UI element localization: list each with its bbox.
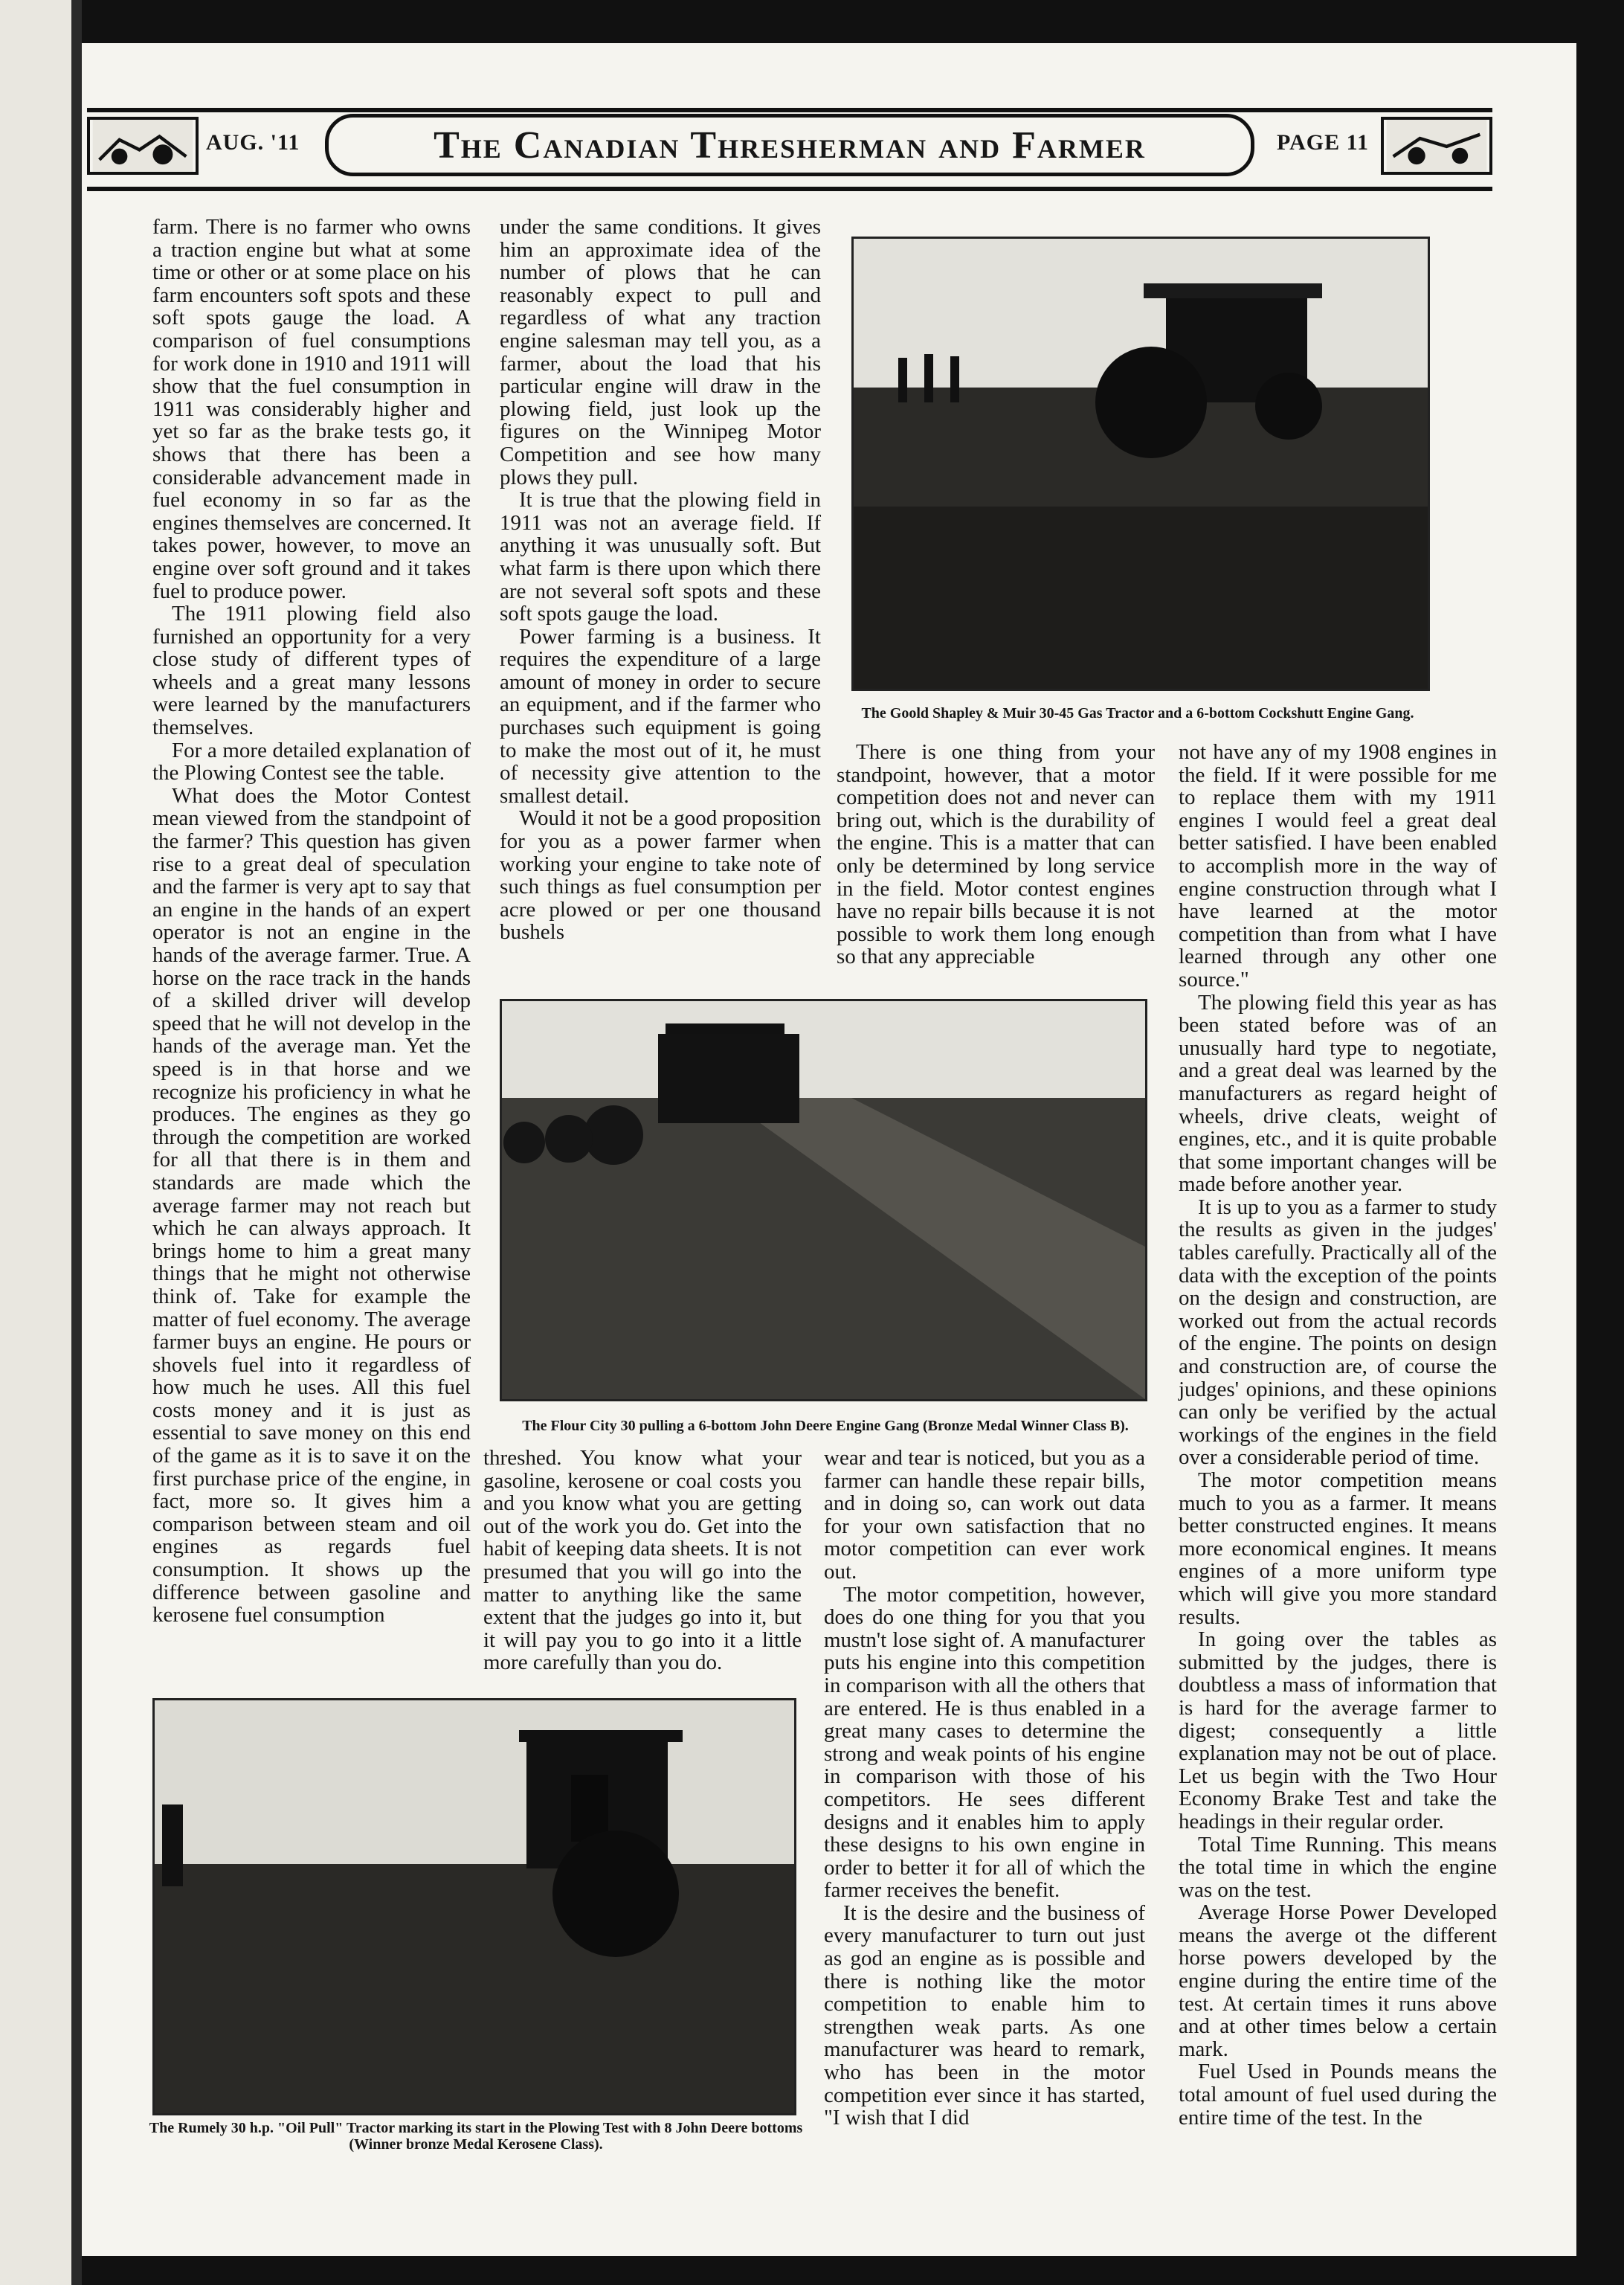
- issue-date: AUG. '11: [206, 130, 300, 155]
- paragraph: Would it not be a good proposition for you as a power farmer when working your engine to take note of such things as fuel consumption per acre plowed or per one thousand bushels: [500, 806, 821, 945]
- article-column-3-lower: [824, 1447, 1145, 2130]
- page-gutter-shadow: [71, 0, 82, 2285]
- paragraph: The motor competition means much to you as a farmer. It means better constructed engines. It means more economical engines. It means engines of a more uniform type which will give you more standard results.: [1179, 1468, 1497, 1629]
- article-column-2-lower: [483, 1447, 802, 1674]
- photo-goold-shapley-tractor: [851, 237, 1430, 691]
- page-number: PAGE 11: [1277, 130, 1369, 155]
- masthead: [87, 108, 1492, 191]
- thresher-logo-icon: [1381, 117, 1492, 175]
- paragraph: Total Time Running. This means the total time in which the engine was on the test.: [1179, 1832, 1497, 1902]
- caption-top-photo: The Goold Shapley & Muir 30-45 Gas Tractor and a 6-bottom Cockshutt Engine Gang.: [861, 705, 1414, 722]
- paragraph: threshed. You know what your gasoline, kerosene or coal costs you and you know what you are getting out of the work you do. Get into the habit of keeping data sheets. It is not presumed that you will go into the matter to anything like the same extent that the judges go into it, but it will pay you to go into it a little more carefully than you do.: [483, 1446, 802, 1675]
- paragraph: The motor competition, however, does do one thing for you that you mustn't lose sight of. A manufacturer puts his engine into this competition in comparison with all the others that are entered. He is thus enabled in a great many cases to determine the strong and weak points of his engine in comparison with those of his competitors. He sees different designs and it enables him to apply these designs to his own engine in order to better it for all of which the farmer receives the benefit.: [824, 1582, 1145, 1903]
- caption-middle-photo: The Flour City 30 pulling a 6-bottom John Deere Engine Gang (Bronze Medal Winner Class B).: [522, 1418, 1129, 1434]
- article-column-1: [152, 216, 471, 1627]
- facing-page-edge: [0, 0, 71, 2285]
- paragraph: The 1911 plowing field also furnished an opportunity for a very close study of different types of wheels and a great many lessons were learned by the manufacturers themselves.: [152, 602, 471, 740]
- tractor-logo-icon: [87, 117, 199, 175]
- photo-flour-city-tractor: [500, 999, 1147, 1401]
- paragraph: The plowing field this year as has been stated before was of an unusually hard type to negotiate, and a great deal was learned by the manufacturers as regard height of wheels, drive cleats, weight of engines, etc., and it is quite probable that some important changes will be made before another year.: [1179, 990, 1497, 1197]
- paragraph: It is up to you as a farmer to study the results as given in the judges' tables carefully. Practically all of the data with the exception of the points on the design and construction, are worked out from the actual records of the engine. The points on design and construction are, of course the judges' opinions, and these opinions can only be verified by the actual workings of the engines in the field over a considerable period of time.: [1179, 1195, 1497, 1470]
- paragraph: What does the Motor Contest mean viewed from the standpoint of the farmer? This question has given rise to a great deal of speculation and the farmer is very apt to say that an engine in the hands of an expert operator is not an engine in the hands of the average farmer. True. A horse on the race track in the hands of a skilled driver will develop speed that he will not develop in the hands of the average man. Yet the speed is in that horse and we recognize his proficiency in what he produces. The engines as they go through the competition are worked for all that there is in them and standards are made which the average farmer may not reach but which he can always approach. It brings home to him a great many things that he might not otherwise think of. Take for example the matter of fuel economy. The average farmer buys an engine. He pours or shovels fuel into it regardless of how much he uses. All this fuel costs money and it is just as essential to save money on this end of the game as it is to save it on the first purchase price of the engine, in fact, more so. It gives him a comparison between steam and oil engines as regards fuel consumption. It shows up the difference between gasoline and kerosene fuel consumption: [152, 783, 471, 1627]
- paragraph: farm. There is no farmer who owns a traction engine but what at some time or other or at some place on his farm encounters soft spots and these soft spots gauge the load. A comparison of fuel consumptions for work done in 1910 and 1911 will show that the fuel consumption in 1911 was considerably higher and yet so far as the brake tests go, it shows that there has been a considerable advancement made in fuel economy in so far as the engines themselves are concerned. It takes power, however, to move an engine over soft ground and it takes fuel to produce power.: [152, 215, 471, 603]
- paragraph: wear and tear is noticed, but you as a farmer can handle these repair bills, and in doing so, can work out data for your own satisfaction that no motor competition can ever work out.: [824, 1446, 1145, 1584]
- photo-rumely-oil-pull: [152, 1698, 796, 2115]
- paragraph: Power farming is a business. It requires the expenditure of a large amount of money in order to secure an equipment, and if the farmer who purchases such equipment is going to make the most out of it, he must of necessity give attention to the smallest detail.: [500, 624, 821, 808]
- paragraph: In going over the tables as submitted by the judges, there is doubtless a mass of information that is hard for the average farmer to digest; consequently a little explanation may not be out of place. Let us begin with the Two Hour Economy Brake Test and take the headings in their regular order.: [1179, 1627, 1497, 1834]
- publication-title: The Canadian Thresherman and Farmer: [325, 114, 1254, 176]
- article-column-3-upper: [837, 741, 1155, 968]
- paragraph: not have any of my 1908 engines in the field. If it were possible for me to replace them with my 1911 engines I would feel a great deal better satisfied. I have been enabled to accomplish more in the way of engine construction through what I have learned at the motor competition than from what I have learned through any other one source.": [1179, 740, 1497, 992]
- article-column-2-upper: [500, 216, 821, 944]
- paragraph: It is the desire and the business of every manufacturer to turn out just as god an engine as is possible and there is nothing like the motor competition to enable him to strengthen weak parts. As one manufacturer was heard to remark, who has been in the motor competition ever since it has started, "I wish that I did: [824, 1900, 1145, 2130]
- paragraph: It is true that the plowing field in 1911 was not an average field. If anything it was unusually soft. But what farm is there upon which there are not several soft spots and these soft spots gauge the load.: [500, 488, 821, 626]
- paragraph: Fuel Used in Pounds means the total amount of fuel used during the entire time of the test. In the: [1179, 2060, 1497, 2130]
- article-column-4: [1179, 741, 1497, 2129]
- paragraph: under the same conditions. It gives him an approximate idea of the number of plows that he can reasonably expect to pull and regardless of what any traction engine salesman may tell you, as a farmer, about the load that his particular engine will draw in the plowing field, just look up the figures on the Winnipeg Motor Competition and see how many plows they pull.: [500, 215, 821, 489]
- paragraph: There is one thing from your standpoint, however, that a motor competition does not and never can bring out, which is the durability of the engine. This is a matter that can only be determined by long service in the field. Motor contest engines have no repair bills because it is not possible to work them long enough so that any appreciable: [837, 740, 1155, 969]
- caption-bottom-photo: The Rumely 30 h.p. "Oil Pull" Tractor marking its start in the Plowing Test with 8 John Deere bottoms (Winner bronze Medal Kerosene Class).: [149, 2120, 803, 2153]
- paragraph: For a more detailed explanation of the Plowing Contest see the table.: [152, 738, 471, 785]
- paragraph: Average Horse Power Developed means the averge ot the different horse powers developed by the engine during the entire time of the test. At certain times it runs above and at other times below a certain mark.: [1179, 1900, 1497, 2061]
